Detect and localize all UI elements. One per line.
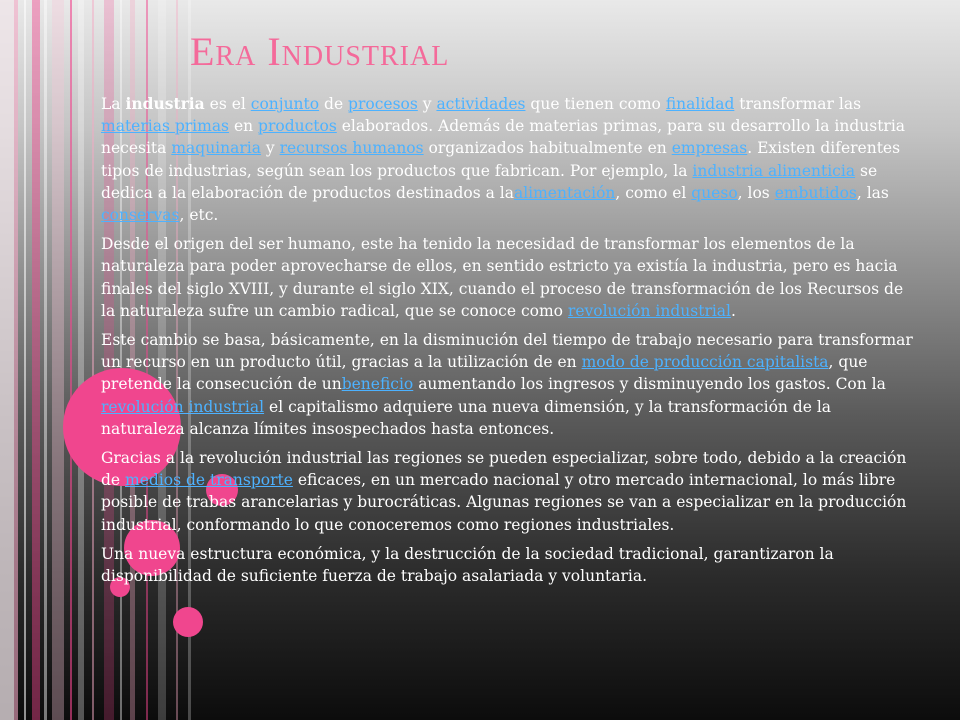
term-link[interactable]: industria alimenticia: [692, 161, 856, 180]
body-text: el capitalismo adquiere una nueva dimensión, y la transformación de la naturaleza alcanza límites insospechados hasta entonces.: [101, 397, 832, 438]
body-text: , los: [737, 183, 775, 202]
body-paragraph: [101, 233, 916, 322]
body-text: elaborados. Además de materias primas, para su desarrollo la industria necesita: [101, 117, 906, 158]
body-text: de: [319, 95, 349, 113]
term-link[interactable]: revolución industrial: [101, 397, 265, 416]
term-link[interactable]: modo de producción capitalista: [581, 353, 829, 372]
term-link[interactable]: conservas: [101, 206, 180, 225]
body-text: transformar las: [734, 95, 862, 113]
term-link[interactable]: materias primas: [101, 117, 230, 136]
body-text: es el: [204, 95, 251, 113]
body-text: en: [229, 117, 259, 136]
slide-body: [101, 93, 916, 594]
term-link[interactable]: queso: [691, 183, 738, 202]
body-paragraph: [101, 543, 916, 587]
body-text: y: [417, 95, 437, 113]
term-link[interactable]: productos: [258, 117, 337, 136]
term-link[interactable]: actividades: [436, 95, 526, 113]
term-link[interactable]: alimentación: [513, 183, 616, 202]
body-text: eficaces, en un mercado nacional y otro mercado internacional, lo más libre posible de trabas arancelarias y burocráticas. Algunas regiones se van a especializar en la producción industrial, conformando lo que conoceremos como regiones industriales.: [101, 471, 907, 534]
term-link[interactable]: medios de transporte: [125, 471, 293, 490]
slide-title: Era Industrial: [190, 29, 450, 74]
body-text: se dedica a la elaboración de productos destinados a la: [101, 161, 878, 202]
body-text: Una nueva estructura económica, y la destrucción de la sociedad tradicional, garantizaron la disponibilidad de suficiente fuerza de trabajo asalariada y voluntaria.: [101, 544, 834, 586]
body-text: , como el: [615, 183, 692, 202]
body-paragraph: [101, 93, 916, 226]
bold-term: industria: [125, 94, 205, 113]
body-text: .: [731, 301, 736, 320]
term-link[interactable]: empresas: [671, 139, 748, 158]
body-text: aumentando los ingresos y disminuyendo los gastos. Con la: [413, 375, 886, 394]
body-text: y: [260, 139, 280, 158]
body-text: , que pretende la consecución de un: [101, 353, 868, 394]
term-link[interactable]: conjunto: [250, 95, 320, 113]
body-text: Desde el origen del ser humano, este ha tenido la necesidad de transformar los elementos de la naturaleza para poder aprovecharse de ellos, en sentido estricto ya existía la industria, pero es hacia finales del siglo XVIII, y durante el siglo XIX, cuando el proceso de transformación de los Recursos de la naturaleza sufre un cambio radical, que se conoce como: [101, 235, 904, 320]
body-text: . Existen diferentes tipos de industrias, según sean los productos que fabrican. Por ejemplo, la: [101, 139, 901, 180]
body-paragraph: [101, 329, 916, 440]
body-paragraph: [101, 447, 916, 536]
term-link[interactable]: beneficio: [341, 375, 414, 394]
term-link[interactable]: finalidad: [665, 95, 735, 113]
decorative-circle-bottom: [173, 607, 203, 637]
term-link[interactable]: maquinaria: [171, 139, 261, 158]
body-text: que tienen como: [525, 95, 666, 113]
body-text: Gracias a la revolución industrial las regiones se pueden especializar, sobre todo, debido a la creación de: [101, 449, 907, 490]
body-text: La: [101, 95, 126, 113]
term-link[interactable]: embutidos: [774, 183, 857, 202]
body-text: Este cambio se basa, básicamente, en la disminución del tiempo de trabajo necesario para transformar un recurso en un producto útil, gracias a la utilización de en: [101, 331, 913, 372]
term-link[interactable]: revolución industrial: [567, 301, 732, 320]
body-text: , etc.: [179, 206, 219, 225]
body-text: organizados habitualmente en: [423, 139, 672, 158]
body-text: , las: [856, 183, 889, 202]
term-link[interactable]: recursos humanos: [279, 139, 424, 158]
term-link[interactable]: procesos: [348, 95, 418, 113]
